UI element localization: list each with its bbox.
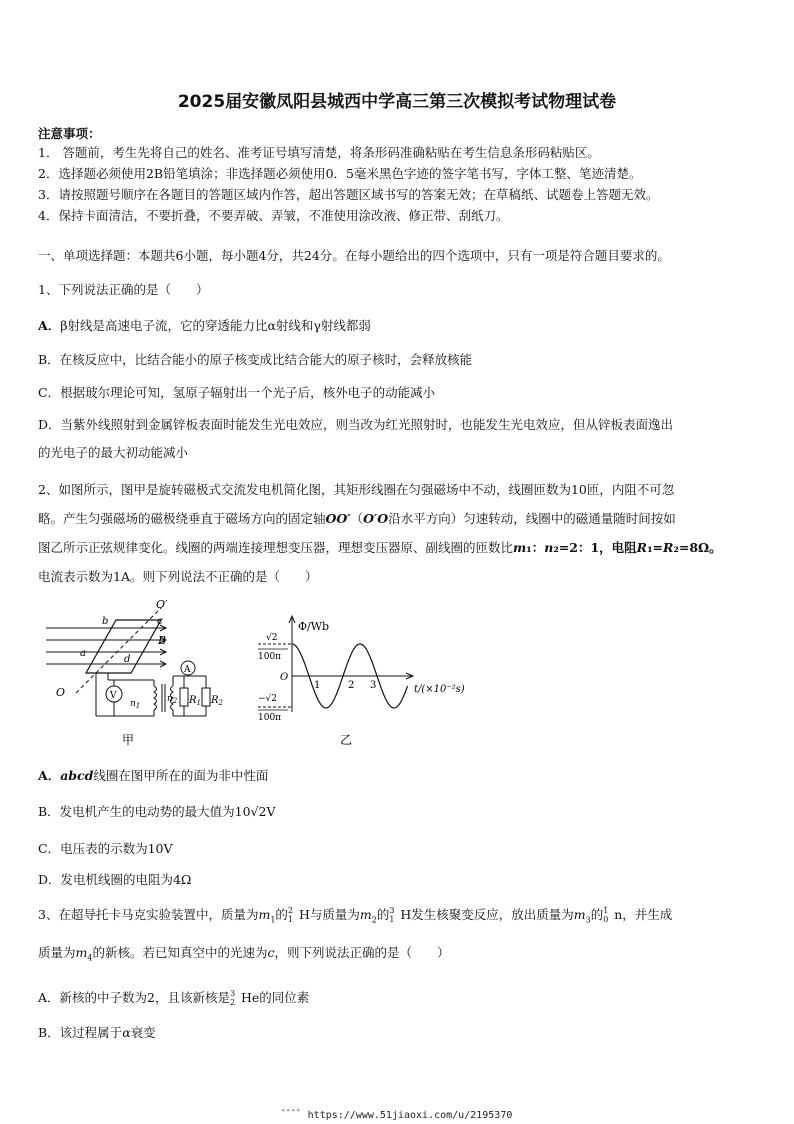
symbol-he: He [240,990,260,1005]
coil-abcd: abcd [60,768,94,783]
q3-a-post: 的同位素 [259,990,310,1005]
isotope-n: 1 0 [603,905,609,924]
q2-line4-text: 电流表示数为1A。则下列说法不正确的是（ ） [38,569,318,584]
q3-a-text: A．新核的中子数为2，且该新核是 [38,990,230,1005]
alpha-symbol: α [122,1025,131,1040]
tick-3: 3 [370,680,377,691]
label-n1: $n_1$ [130,699,141,710]
axis-oo: OO′ [325,511,351,526]
q3-line1 [38,905,672,925]
q2-ratio: ₂=2：1，电阻 [553,540,637,555]
q3-b-text: B．该过程属于 [38,1025,123,1040]
label-field-b: B [158,634,167,647]
q1-option-a [38,316,371,334]
voltmeter-label: V [110,691,117,701]
label-d: d [124,654,131,665]
q1-option-c: C．根据玻尔理论可知，氢原子辐射出一个光子后，核外电子的动能减小 [38,385,436,400]
flux-graph [236,612,486,748]
q2-a-label: A． [38,768,61,783]
q2-r1: R [636,540,648,555]
gamma-symbol: γ [313,318,321,333]
q3-l1f: 的 [590,907,604,922]
q1-a-text2: 射线和 [275,318,314,333]
q2-line4 [38,567,317,585]
q2-line2-c: （ [350,511,364,526]
q1-stem: 1、下列说法正确的是（ ） [38,282,209,297]
axis-o-o: O′O [363,511,389,526]
q2-line2-a: 略。产生匀强磁场的磁极绕垂直于磁场方向的固定轴 [38,511,326,526]
q3-b-post: 衰变 [130,1025,156,1040]
sqrt-two: √2 [250,804,267,819]
q3-l2b: 的新核。若已知真空中的光速为 [92,945,268,960]
t-axis-label: t/(×10⁻²s) [414,684,465,695]
label-a: a [80,648,86,659]
alpha-symbol: α [267,318,276,333]
q3-l2c: ，则下列说法正确的是（ ） [274,945,450,960]
q3-l1a: 3、在超导托卡马克实验装置中，质量为 [38,907,259,922]
q2-line3-a: 图乙所示正弦规律变化。线圈的两端连接理想变压器，理想变压器原、副线圈的匝数比 [38,540,514,555]
q2-b-unit: V [266,804,276,819]
note-item-1: 1． 答题前，考生先将自己的姓名、准考证号填写清楚，将条形码准确粘贴在考生信息条形码粘贴区。 [38,145,600,160]
label-r1: $R_1$ [189,695,201,707]
bot-num: −√2 [258,694,278,704]
note-item-4: 4．保持卡面清洁，不要折叠，不要弄破、弄皱，不准使用涂改液、修正带、刮纸刀。 [38,208,509,223]
q2-m: m [513,540,527,555]
mass-m2: m [359,907,372,922]
q2-r1-sub: ₁= [647,540,664,555]
mass-m3: m [573,907,586,922]
q2-line2 [38,509,676,527]
q2-option-a [38,766,268,784]
phi-axis-label: Φ/Wb [298,620,330,633]
mass-m3-sub: 3 [585,915,591,925]
q2-m-sub: ₁： [526,540,545,555]
q3-l1d: 的 [376,907,390,922]
ammeter-label: A [184,665,191,675]
top-num: √2 [266,633,278,643]
symbol-n: n [614,907,623,922]
symbol-h2: H [298,907,310,922]
footer-url[interactable]: ﾞﾞﾞﾞ https://www.51jiaoxi.com/u/2195370 [281,1110,513,1121]
bot-den: 100π [258,713,282,723]
q3-l1e: 发生核聚变反应，放出质量为 [411,907,574,922]
q2-option-d: D．发电机线圈的电阻为4Ω [38,872,192,887]
q2-line3 [38,538,722,556]
q1-a-label: A． [38,318,61,333]
note-item-2: 2．选择题必须使用2B铅笔填涂；非选择题必须使用0．5毫米黑色字迹的签字笔书写，字体工整、笔迹清楚。 [38,166,642,181]
label-o-prime: O′ [156,598,168,611]
q1-a-text1: 射线是高速电子流，它的穿透能力比 [67,318,268,333]
label-r2: $R_2$ [211,695,223,707]
q2-option-c: C．电压表的示数为10V [38,841,173,856]
page-title: 2025届安徽凤阳县城西中学高三第三次模拟考试物理试卷 [177,92,617,112]
label-b: b [102,616,109,627]
q1-option-d-line2: 的光电子的最大初动能减小 [38,445,189,460]
q2-line2-e: 沿水平方向）匀速转动，线圈中的磁通量随时间按如 [388,511,676,526]
q3-line2 [38,943,450,963]
beta-symbol: β [60,318,68,333]
q2-n: n [544,540,554,555]
q3-l1g: ，并生成 [622,907,673,922]
label-n2: $n_2$ [167,694,178,705]
q1-option-d-line1: D．当紫外线照射到金属锌板表面时能发生光电效应，则当改为红光照射时，也能发生光电效应，但从锌板表面逸出 [38,417,674,432]
tick-2: 2 [348,680,355,691]
speed-c: c [267,945,275,960]
q1-a-text3: 射线都弱 [320,318,371,333]
mass-m4: m [75,945,88,960]
note-item-3: 3．请按照题号顺序在各题目的答题区域内作答，超出答题区域书写的答案无效；在草稿纸、试题卷上答题无效。 [38,187,659,202]
caption-jia: 甲 [122,733,135,747]
q2-a-text: 线圈在图甲所在的面为非中性面 [93,768,269,783]
label-c: c [157,616,163,627]
isotope-he: 3 2 [229,988,236,1007]
notes-heading: 注意事项： [38,126,101,141]
q1-option-b: B．在核反应中，比结合能小的原子核变成比结合能大的原子核时，会释放核能 [38,352,473,367]
mass-m1: m [258,907,271,922]
q3-l1c: 与质量为 [309,907,360,922]
isotope-h3: 3 1 [389,905,395,924]
section-heading: 一、单项选择题：本题共6小题，每小题4分，共24分。在每小题给出的四个选项中，只有一项是符合题目要求的。 [38,248,670,263]
q3-l1b: 的 [275,907,288,922]
tick-1: 1 [314,680,321,691]
mass-m4-sub: 4 [87,953,93,963]
q3-option-b [38,1023,156,1041]
mass-m1-sub: 1 [270,915,276,925]
q2-b-text: B．发电机产生的电动势的最大值为10 [38,804,251,819]
q2-line1: 2、如图所示，图甲是旋转磁极式交流发电机简化图，其矩形线圈在匀强磁场中不动，线圈匝数为10匝，内阻不可忽 [38,482,675,497]
generator-diagram [36,598,226,748]
origin-label: O [280,672,289,683]
isotope-h2: 2 1 [287,905,294,924]
q3-l2a: 质量为 [38,945,76,960]
q2-r2-sub: ₂=8Ω。 [673,540,722,555]
q2-r2: R [663,540,674,555]
q2-option-b [38,802,276,820]
top-den: 100π [258,652,282,662]
symbol-h3: H [400,907,412,922]
caption-yi: 乙 [340,733,353,747]
q3-option-a [38,988,309,1006]
label-o: O [56,686,66,699]
mass-m2-sub: 2 [371,915,377,925]
